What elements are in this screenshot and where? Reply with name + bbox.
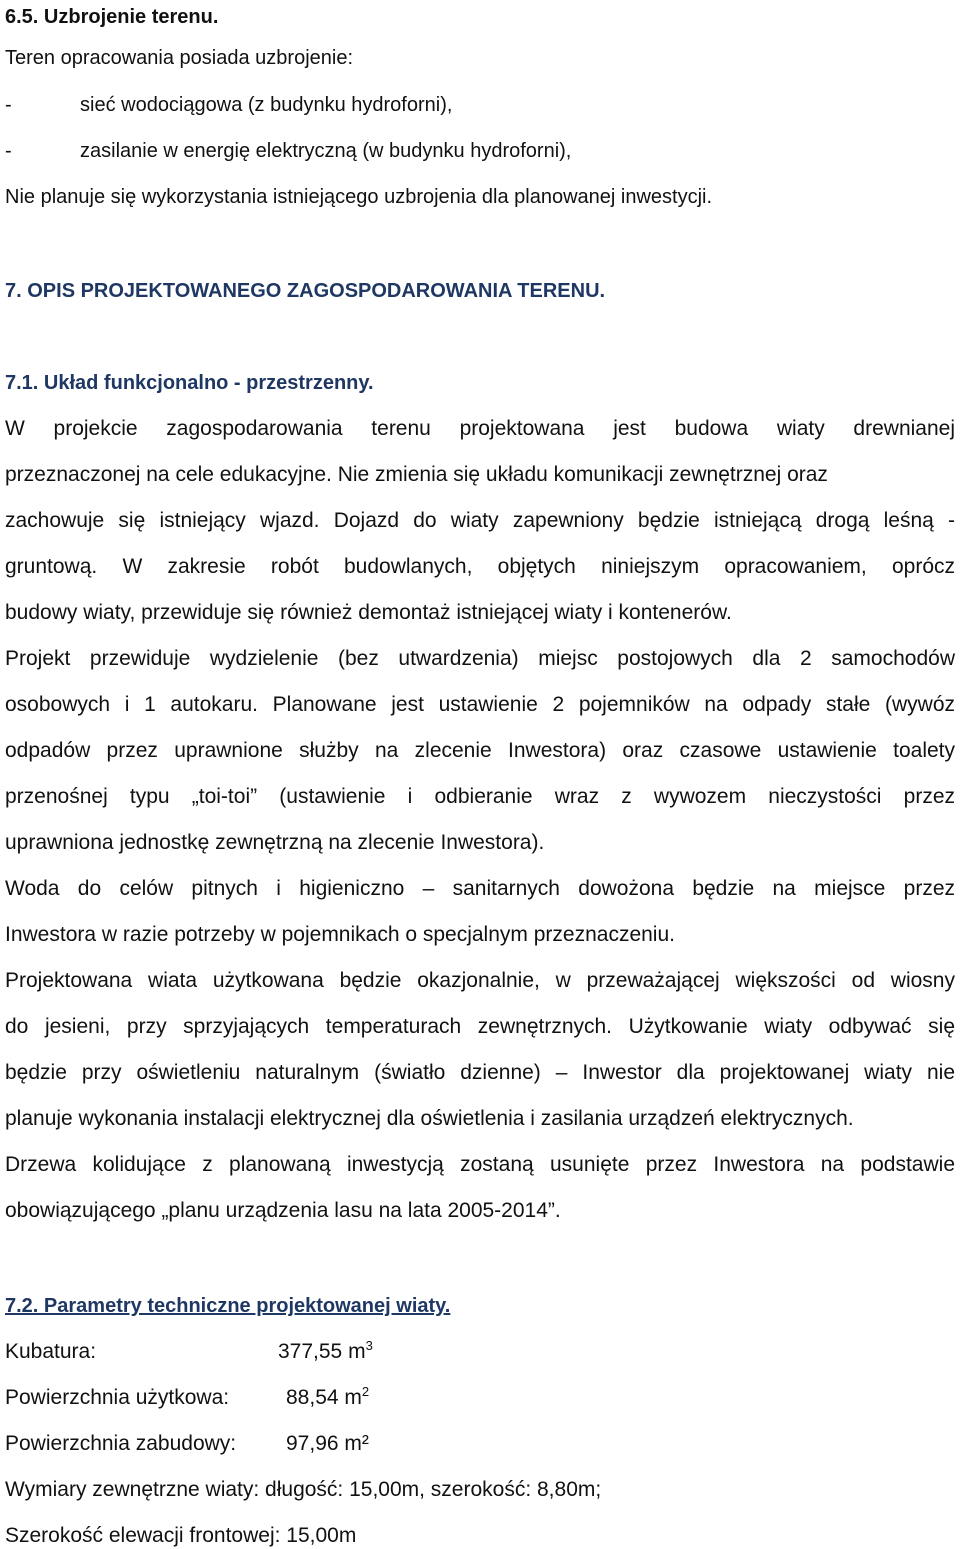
body-line: Projekt przewiduje wydzielenie (bez utwardzenia) miejsc postojowych dla 2 samochodów [5,647,955,670]
list-item-text: zasilanie w energię elektryczną (w budynku hydroforni), [80,140,572,162]
body-line: W projekcie zagospodarowania terenu projektowana jest budowa wiaty drewnianej [5,417,955,440]
section-6-5-heading: 6.5. Uzbrojenie terenu. [5,6,219,28]
body-line: uprawniona jednostkę zewnętrzną na zlecenie Inwestora). [5,831,545,854]
list-dash: - [5,140,12,162]
param-label: Kubatura: [5,1340,97,1363]
body-line: gruntową. W zakresie robót budowlanych, objętych niniejszym opracowaniem, oprócz [5,555,955,578]
param-row [5,1385,369,1411]
body-line: do jesieni, przy sprzyjających temperaturach zewnętrznych. Użytkowanie wiaty odbywać się [5,1015,955,1038]
param-dimensions: Wymiary zewnętrzne wiaty: długość: 15,00m, szerokość: 8,80m; [5,1478,602,1501]
body-line: Drzewa kolidujące z planowaną inwestycją zostaną usunięte przez Inwestora na podstawie [5,1153,955,1176]
body-line: przeznaczonej na cele edukacyjne. Nie zmienia się układu komunikacji zewnętrznej oraz [5,463,828,486]
param-value: 97,96 m² [286,1432,369,1455]
body-line: odpadów przez uprawnione służby na zlecenie Inwestora) oraz czasowe ustawienie toalety [5,739,955,762]
body-line: Inwestora w razie potrzeby w pojemnikach o specjalnym przeznaczeniu. [5,923,675,946]
param-row [5,1431,369,1457]
param-row [5,1339,373,1365]
body-line: przenośnej typu „toi-toi” (ustawienie i odbieranie wraz z wywozem nieczystości przez [5,785,955,808]
section-7-1-heading: 7.1. Układ funkcjonalno - przestrzenny. [5,372,374,394]
param-value: 88,54 m [286,1386,362,1409]
param-front-width: Szerokość elewacji frontowej: 15,00m [5,1524,357,1547]
body-line: planuje wykonania instalacji elektrycznej dla oświetlenia i zasilania urządzeń elektrycznych. [5,1107,854,1130]
body-line: będzie przy oświetleniu naturalnym (światło dzienne) – Inwestor dla projektowanej wiaty nie [5,1061,955,1084]
body-line: obowiązującego „planu urządzenia lasu na lata 2005-2014”. [5,1199,561,1222]
section-6-5-closing: Nie planuje się wykorzystania istniejącego uzbrojenia dla planowanej inwestycji. [5,186,713,208]
param-label: Powierzchnia użytkowa: [5,1386,230,1409]
section-7-heading: 7. OPIS PROJEKTOWANEGO ZAGOSPODAROWANIA TERENU. [5,280,606,302]
body-line: zachowuje się istniejący wjazd. Dojazd do wiaty zapewniony będzie istniejącą drogą leśną - [5,509,955,532]
body-line: Projektowana wiata użytkowana będzie okazjonalnie, w przeważającej większości od wiosny [5,969,955,992]
param-value: 377,55 m [278,1340,366,1363]
body-line: osobowych i 1 autokaru. Planowane jest ustawienie 2 pojemników na odpady stałe (wywóz [5,693,955,716]
section-6-5-intro: Teren opracowania posiada uzbrojenie: [5,47,354,69]
section-7-2-heading: 7.2. Parametry techniczne projektowanej wiaty. [5,1295,451,1317]
list-dash: - [5,94,12,116]
param-label: Powierzchnia zabudowy: [5,1432,237,1455]
list-item-text: sieć wodociągowa (z budynku hydroforni), [80,94,453,116]
body-line: budowy wiaty, przewiduje się również demontaż istniejącej wiaty i kontenerów. [5,601,732,624]
param-unit-exponent: 2 [361,1384,370,1399]
param-unit-exponent: 3 [365,1338,373,1353]
body-line: Woda do celów pitnych i higieniczno – sanitarnych dowożona będzie na miejsce przez [5,877,955,900]
